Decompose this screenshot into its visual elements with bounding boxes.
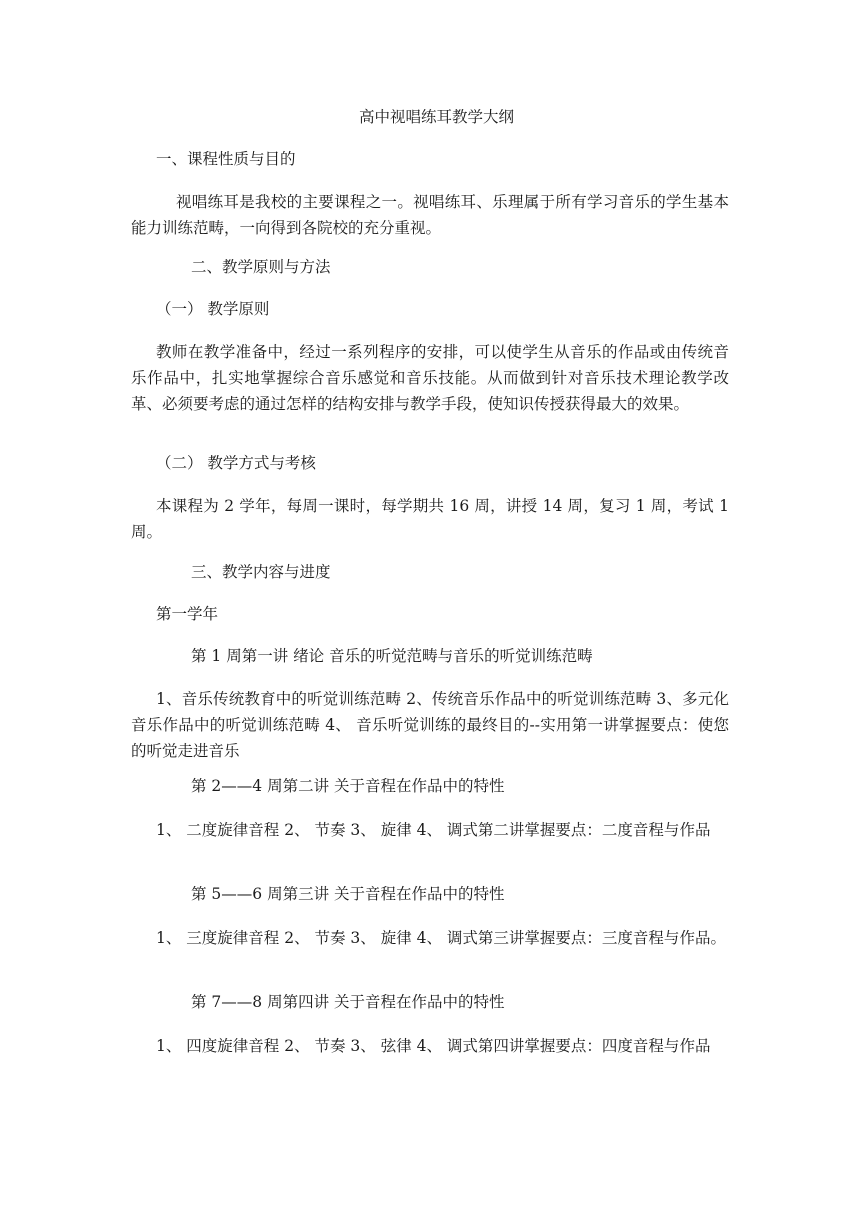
subheading-teaching-assessment: （二） 教学方式与考核 xyxy=(156,454,316,472)
lecture-body: 1、 三度旋律音程 2、 节奏 3、 旋律 4、 调式第三讲掌握要点：三度音程与作品。 xyxy=(156,929,726,947)
section-heading-nature-purpose: 一、课程性质与目的 xyxy=(156,150,296,168)
section-heading-principles-methods: 二、教学原则与方法 xyxy=(191,258,331,276)
document-title: 高中视唱练耳教学大纲 xyxy=(359,108,515,126)
lecture-heading: 第 2——4 周第二讲 关于音程在作品中的特性 xyxy=(191,777,505,795)
paragraph-teaching-principles: 教师在教学准备中，经过一系列程序的安排，可以使学生从音乐的作品或由传统音乐作品中，扎实地掌握综合音乐感觉和音乐技能。从而做到针对音乐技术理论教学改革、必须要考虑的通过怎样的结构安排与教学手段，使知识传授获得最大的效果。 xyxy=(131,343,729,413)
lecture-heading: 第 5——6 周第三讲 关于音程在作品中的特性 xyxy=(191,885,505,903)
subheading-teaching-principles: （一） 教学原则 xyxy=(156,300,270,318)
lecture-body: 1、音乐传统教育中的听觉训练范畴 2、传统音乐作品中的听觉训练范畴 3、多元化音乐作品中的听觉训练范畴 4、 音乐听觉训练的最终目的--实用第一讲掌握要点：使您的听觉走进音乐 xyxy=(131,690,729,760)
lecture-body: 1、 四度旋律音程 2、 节奏 3、 弦律 4、 调式第四讲掌握要点：四度音程与作品 xyxy=(156,1037,711,1055)
lecture-heading: 第 7——8 周第四讲 关于音程在作品中的特性 xyxy=(191,993,505,1011)
paragraph-nature-purpose: 视唱练耳是我校的主要课程之一。视唱练耳、乐理属于所有学习音乐的学生基本能力训练范畴，一向得到各院校的充分重视。 xyxy=(131,193,729,237)
year-label: 第一学年 xyxy=(156,605,219,623)
paragraph-teaching-assessment: 本课程为 2 学年，每周一课时，每学期共 16 周，讲授 14 周，复习 1 周，考试 1 周。 xyxy=(131,497,729,541)
section-heading-content-schedule: 三、教学内容与进度 xyxy=(191,563,331,581)
lecture-body: 1、 二度旋律音程 2、 节奏 3、 旋律 4、 调式第二讲掌握要点：二度音程与作品 xyxy=(156,821,711,839)
lecture-heading: 第 1 周第一讲 绪论 音乐的听觉范畴与音乐的听觉训练范畴 xyxy=(191,647,593,665)
